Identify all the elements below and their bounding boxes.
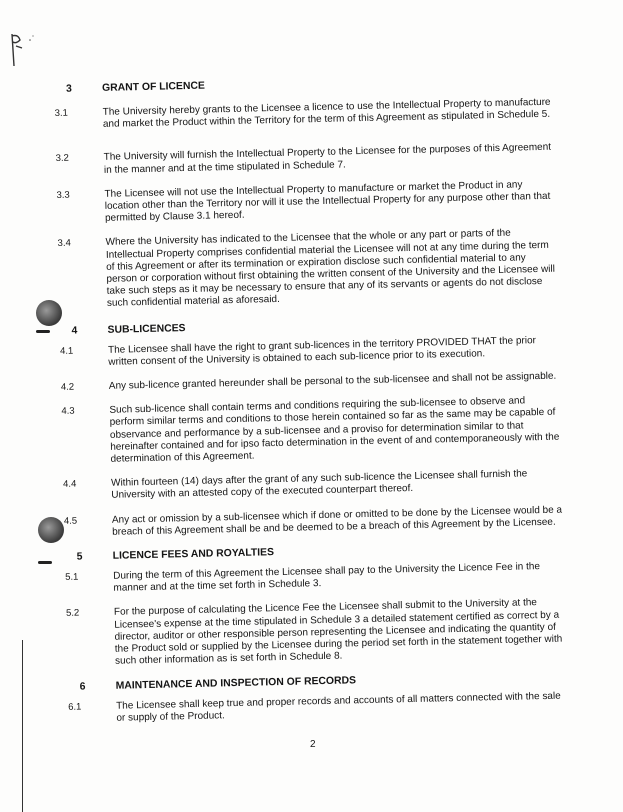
clause-text: For the purpose of calculating the Licence Fee the Licensee shall submit to the University at the Licensee's expense at the time stipulated in Schedule 3 a detailed statement certified as correct by a director, auditor or other responsible person representing the Licensee and indicating the quantity of the Product sold or supplied by the Licensee during the period set forth in the statement together with such other information as is set forth in Schedule 8. [113, 597, 563, 668]
section-heading [59, 314, 559, 337]
punch-shadow-bottom [38, 561, 52, 564]
section-heading [65, 541, 565, 564]
clause [65, 561, 565, 597]
clause [68, 690, 568, 726]
clause-text: The Licensee shall have the right to grant sub-licences in the territory PROVIDED THAT the prior written consent of the University is obtained to each sub-licence prior to its execution. [107, 334, 537, 368]
document-body [54, 73, 568, 726]
clause-text: Within fourteen (14) days after the grant of any such sub-licence the Licensee shall furnish the University with an attested copy of the executed counterpart thereof. [110, 468, 528, 502]
clause-number: 3.3 [56, 189, 70, 201]
left-edge-line [22, 640, 23, 812]
clause-text: The University hereby grants to the Licensee a licence to use the Intellectual Property to manufacture and market the Product within the Territory for the term of this Agreement as stipulated in Schedule 5. [102, 96, 551, 131]
clause [63, 468, 563, 504]
clause-number: 5.1 [65, 571, 79, 583]
clause-number: 3.4 [57, 238, 71, 250]
clause-number: 3.1 [54, 107, 69, 119]
section-number: 4 [71, 325, 78, 337]
section-title: MAINTENANCE AND INSPECTION OF RECORDS [115, 674, 357, 692]
clause-text: The Licensee shall keep true and proper records and accounts of all matters connected with the sale or supply of the Product. [115, 690, 561, 724]
clause-number: 4.2 [60, 381, 75, 393]
section-number: 3 [65, 83, 73, 95]
clause-number: 4.4 [62, 478, 77, 491]
clause-text: The Licensee will not use the Intellectual Property to manufacture or market the Product in any location other than the Territory nor will it use the Intellectual Property for any purpose other than that permitted by Clause 3.1 hereof. [104, 179, 551, 225]
clause-number: 5.2 [65, 608, 80, 620]
clause [61, 395, 562, 467]
page-number: 2 [310, 739, 316, 750]
clause [61, 371, 561, 395]
corner-staple-mark [8, 30, 36, 70]
section-number: 6 [79, 680, 86, 693]
section-title: GRANT OF LICENCE [101, 80, 205, 94]
clause-number: 4.1 [59, 345, 74, 357]
section-number: 5 [76, 551, 83, 563]
clause-number: 4.5 [63, 515, 78, 527]
clause-text: Any sub-licence granted hereunder shall be personal to the sub-licensee and shall not be assignable. [108, 370, 557, 392]
section-heading [68, 670, 568, 693]
section-heading [54, 73, 554, 96]
punch-shadow-top [36, 330, 50, 333]
clause-number: 4.3 [61, 405, 75, 418]
clause-text: Such sub-licence shall contain terms and conditions requiring the sub-licensee to observe and perform similar terms and conditions to those herein contained so far as the same may be capable of observance and performance by a sub-licensee and a proviso for determination similar to that hereinafter contained and for ipso facto determination in the event of and contemporaneously with the determination of this Agreement. [109, 395, 560, 465]
clause-number: 3.2 [55, 153, 70, 165]
section-title: LICENCE FEES AND ROYALTIES [112, 547, 275, 562]
section-title: SUB-LICENCES [107, 322, 186, 336]
clause-text: During the term of this Agreement the Licensee shall pay to the University the Licence Fee in the manner and at the time set forth in Schedule 3. [113, 561, 541, 595]
clause [56, 178, 557, 226]
clause [60, 334, 560, 370]
clause [66, 597, 567, 669]
clause [58, 227, 560, 312]
clause [64, 504, 564, 540]
clause-number: 6.1 [68, 701, 82, 713]
clause-text: Any act or omission by a sub-licensee which if done or omitted to be done by the Licensee would be a breach of this Agreement shall be and be deemed to be a breach of this Agreement by the Licensee. [111, 504, 563, 538]
clause [56, 142, 556, 178]
clause-text: Where the University has indicated to the Licensee that the whole or any part or parts of the Intellectual Property comprises confidential material the Licensee will not at any time during the term of this Agreement or after its termination or expiration disclose such confidential material to any person or corporation without first obtaining the written consent of the University and the Licensee will take such steps as it may be necessary to ensure that any of its servants or agents do not disclose such confidential material as aforesaid. [105, 228, 556, 310]
punch-hole-bottom [38, 517, 64, 543]
clause-text: The University will furnish the Intellectual Property to the Licensee for the purposes of this Agreement in the manner and at the time stipulated in Schedule 7. [103, 142, 552, 176]
clause [55, 97, 555, 133]
